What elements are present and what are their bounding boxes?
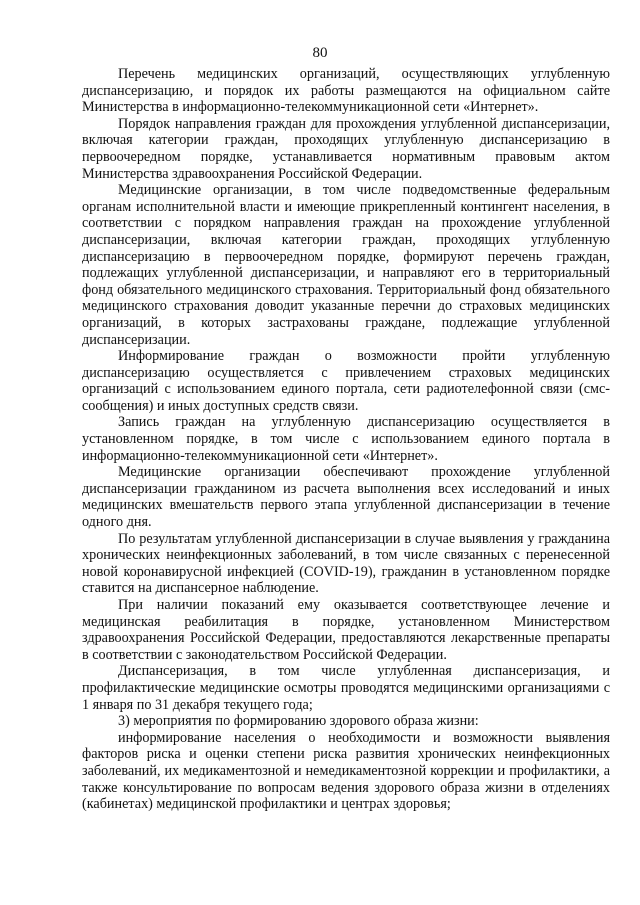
paragraph-healthy-lifestyle-heading: 3) мероприятия по формированию здорового образа жизни: <box>118 713 479 730</box>
paragraph-treatment-rehabilitation: При наличии показаний ему оказывается соответствующее лечение и медицинская реабилитация в порядке, установленном Министерством здравоохранения Российской Федерации, предоставляются лекарственные препараты в соответствии с законодательством Российской Федерации. <box>82 597 610 663</box>
paragraph-referral-procedure: Порядок направления граждан для прохождения углубленной диспансеризации, включая категории граждан, проходящих углубленную диспансеризацию в первоочередном порядке, устанавливается нормативным правовым актом Министерства здравоохранения Российской Федерации. <box>82 115 610 182</box>
paragraph-one-day-completion: Медицинские организации обеспечивают прохождение углубленной диспансеризации гражданином из расчета выполнения всех исследований и иных медицинских вмешательств первого этапа углубленной диспансеризации в течение одного дня. <box>82 464 610 531</box>
paragraph-dispensary-observation: По результатам углубленной диспансеризации в случае выявления у гражданина хронических неинфекционных заболеваний, в том числе связанных с перенесенной новой коронавирусной инфекцией (COVID-19), гражданин в установленном порядке ставится на диспансерное наблюдение. <box>82 530 610 597</box>
page-number: 80 <box>312 45 328 61</box>
paragraph-site-list: Перечень медицинских организаций, осуществляющих углубленную диспансеризацию, и порядок их работы размещаются на официальном сайте Министерства в информационно-телекоммуникационной сети «Интернет». <box>82 66 610 116</box>
paragraph-informing-citizens: Информирование граждан о возможности пройти углубленную диспансеризацию осуществляется с привлечением страховых медицинских организаций с использованием единого портала, сети радиотелефонной связи (смс-сообщения) и иных доступных средств связи. <box>82 348 610 414</box>
paragraph-registration: Запись граждан на углубленную диспансеризацию осуществляется в установленном порядке, в том числе с использованием единого портала в информационно-телекоммуникационной сети «Интернет». <box>82 414 610 464</box>
paragraph-medical-organizations: Медицинские организации, в том числе подведомственные федеральным органам исполнительной власти и имеющие прикрепленный контингент населения, в соответствии с порядком направления граждан на прохождение углубленной диспансеризации, включая категории граждан, проходящих углубленную диспансеризацию в первоочередном порядке, формируют перечень граждан, подлежащих углубленной диспансеризации, и направляют его в территориальный фонд обязательного медицинского страхования. Территориальный фонд обязательного медицинского страхования доводит указанные перечни до страховых медицинских организаций, в которых застрахованы граждане, подлежащие углубленной диспансеризации. <box>82 182 610 348</box>
document-body <box>82 66 610 813</box>
paragraph-examination-period: Диспансеризация, в том числе углубленная диспансеризация, и профилактические медицинские осмотры проводятся медицинскими организациями с 1 января по 31 декабря текущего года; <box>82 663 610 713</box>
paragraph-population-informing: информирование населения о необходимости и возможности выявления факторов риска и оценки степени риска развития хронических неинфекционных заболеваний, их медикаментозной и немедикаментозной коррекции и профилактики, а также консультирование по вопросам ведения здорового образа жизни в отделениях (кабинетах) медицинской профилактики и центрах здоровья; <box>82 729 610 813</box>
